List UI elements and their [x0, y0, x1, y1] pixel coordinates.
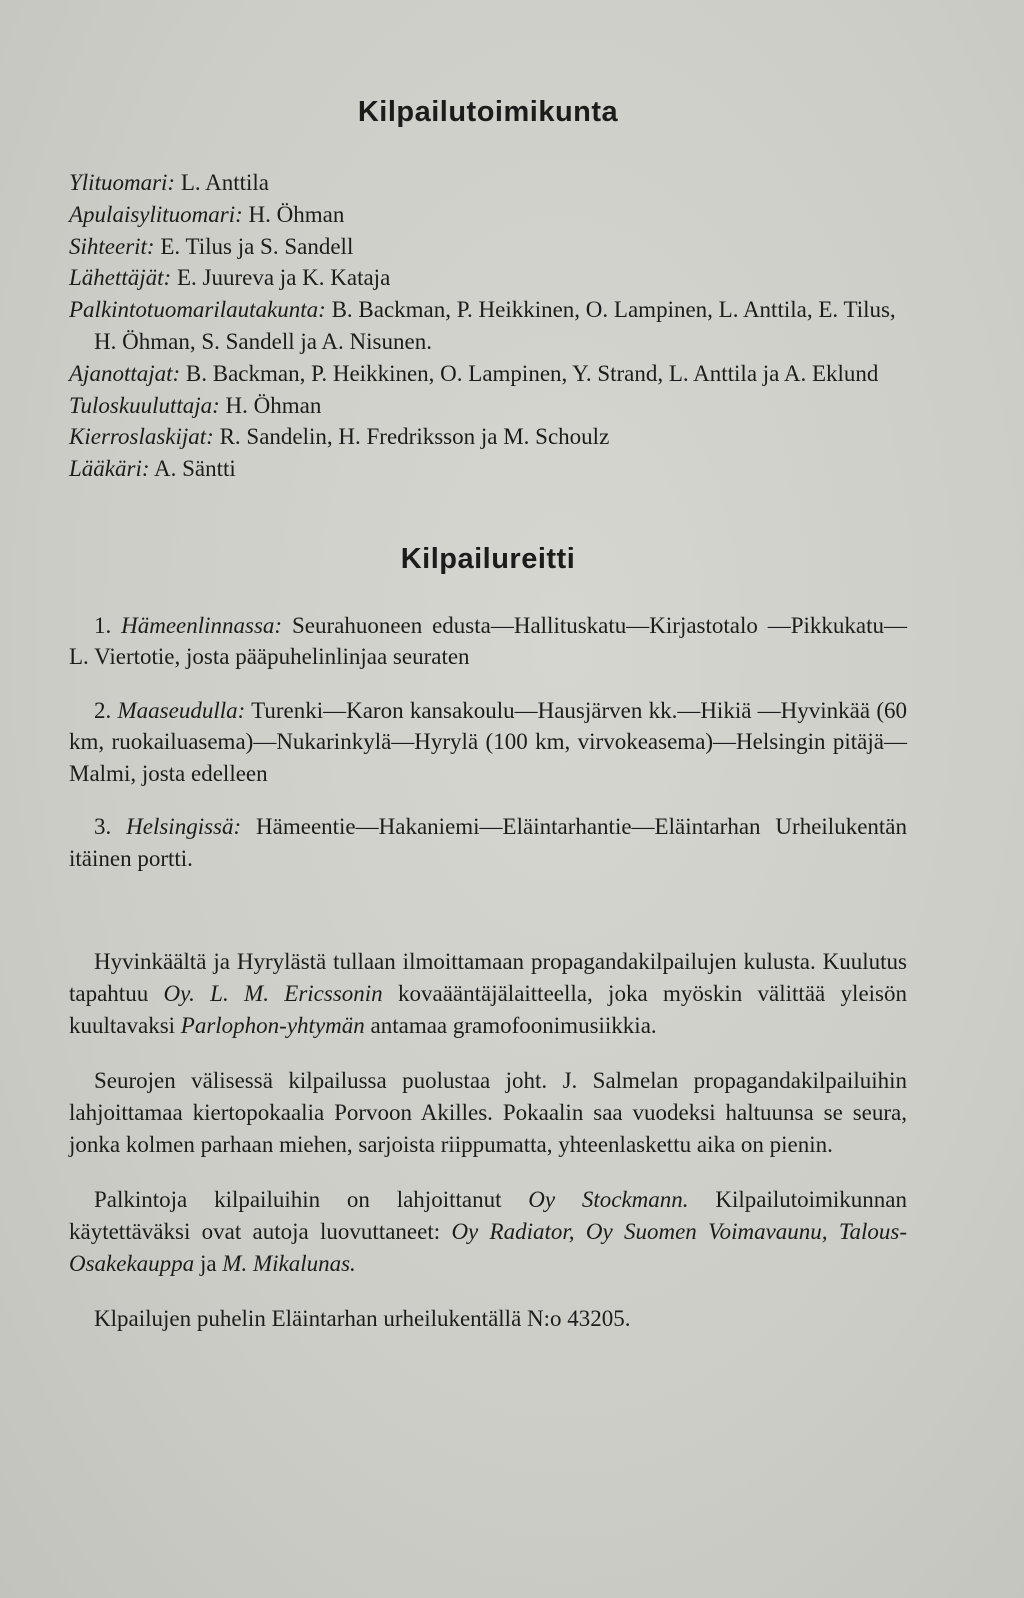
committee-names: L. Anttila	[180, 170, 269, 195]
committee-role: Apulaisylituomari:	[69, 201, 243, 227]
committee-role: Ylituomari:	[69, 170, 176, 195]
route-number: 2.	[94, 697, 112, 723]
phone-paragraph: Klpailujen puhelin Eläintarhan urheilukentällä N:o 43205.	[94, 1306, 631, 1332]
sponsors-paragraph	[69, 1184, 907, 1280]
paragraph-text: antamaa gramofoonimusiikkia.	[370, 1013, 657, 1039]
committee-role: Palkintotuomarilautakunta:	[69, 297, 326, 323]
committee-heading: Kilpailutoimikunta	[357, 96, 619, 128]
route-place: Hämeenlinnassa:	[121, 612, 283, 638]
company-name: M. Mikalunas.	[222, 1251, 356, 1277]
committee-names: H. Öhman	[248, 201, 345, 227]
committee-row	[69, 294, 907, 358]
committee-row	[69, 421, 907, 453]
company-name: Oy. L. M. Ericssonin	[163, 981, 383, 1007]
committee-role: Kierroslaskijat:	[69, 424, 214, 450]
paragraph-text: kovaääntäjälaitteella, joka myöskin välittää yleisön kuultavaksi	[69, 981, 907, 1039]
committee-names: B. Backman, P. Heikkinen, O. Lampinen, L. Anttila, E. Tilus, H. Öhman, S. Sandell ja A. Nisunen.	[94, 297, 896, 354]
committee-role: Tuloskuuluttaja:	[69, 392, 220, 418]
route-text: Turenki—Karon kansakoulu—Hausjärven kk.—Hikiä —Hyvinkää (60 km, ruokailuasema)—Nukarinkylä—Hyrylä (100 km, virvokeasema)—Helsingin pitäjä—Malmi, josta edelleen	[69, 697, 907, 786]
page-content	[69, 96, 907, 1358]
route-item	[69, 695, 907, 790]
route-number: 3.	[94, 814, 112, 840]
committee-names: E. Juureva ja K. Kataja	[176, 265, 391, 291]
committee-row	[69, 167, 907, 199]
route-place: Maaseudulla:	[117, 697, 246, 723]
committee-role: Ajanottajat:	[69, 360, 181, 386]
route-text: Seurahuoneen edusta—Hallituskatu—Kirjastotalo —Pikkukatu—L. Viertotie, josta pääpuhelinlinjaa seuraten	[69, 612, 908, 670]
committee-row	[69, 262, 907, 294]
committee-names: A. Säntti	[153, 456, 236, 482]
committee-names: R. Sandelin, H. Fredriksson ja M. Schoulz	[219, 424, 610, 450]
trophy-paragraph: Seurojen välisessä kilpailussa puolustaa joht. J. Salmelan propagandakilpailuihin lahjoittamaa kiertopokaalia Porvoon Akilles. Pokaalin saa vuodeksi haltuunsa se seura, jonka kolmen parhaan miehen, sarjoista riippumatta, yhteenlaskettu aika on pienin.	[69, 1068, 907, 1158]
route-heading: Kilpailureitti	[400, 542, 576, 575]
committee-row	[69, 390, 907, 422]
committee-names: H. Öhman	[225, 392, 322, 418]
committee-role: Sihteerit:	[69, 233, 155, 259]
committee-row	[69, 231, 907, 263]
company-name: Parlophon-yhtymän	[180, 1013, 365, 1039]
committee-row	[69, 358, 907, 390]
route-number: 1.	[94, 612, 112, 638]
committee-role: Lääkäri:	[69, 456, 150, 482]
route-item	[69, 610, 907, 673]
company-name: Oy Radiator, Oy Suomen Voimavaunu, Talous-Osakekauppa	[69, 1219, 908, 1277]
committee-row	[69, 453, 907, 485]
company-name: Oy Stockmann.	[528, 1187, 689, 1213]
route-item	[69, 811, 907, 874]
paragraph-text: Hyvinkäältä ja Hyrylästä tullaan ilmoittamaan propagandakilpailujen kulusta. Kuulutus tapahtuu	[69, 949, 907, 1007]
route-place: Helsingissä:	[126, 814, 242, 840]
committee-names: E. Tilus ja S. Sandell	[160, 233, 354, 259]
committee-row	[69, 199, 907, 231]
committee-list	[69, 167, 907, 485]
committee-role: Lähettäjät:	[69, 265, 172, 291]
committee-names: B. Backman, P. Heikkinen, O. Lampinen, Y. Strand, L. Anttila ja A. Eklund	[185, 360, 879, 386]
paragraph-text: Palkintoja kilpailuihin on lahjoittanut	[94, 1187, 502, 1213]
route-text: Hämeentie—Hakaniemi—Eläintarhantie—Eläintarhan Urheilukentän itäinen portti.	[69, 814, 907, 871]
paragraph-text: ja	[199, 1251, 217, 1277]
broadcast-paragraph	[69, 946, 907, 1042]
paragraph-text: Kilpailutoimikunnan käytettäväksi ovat autoja luovuttaneet:	[69, 1187, 907, 1245]
